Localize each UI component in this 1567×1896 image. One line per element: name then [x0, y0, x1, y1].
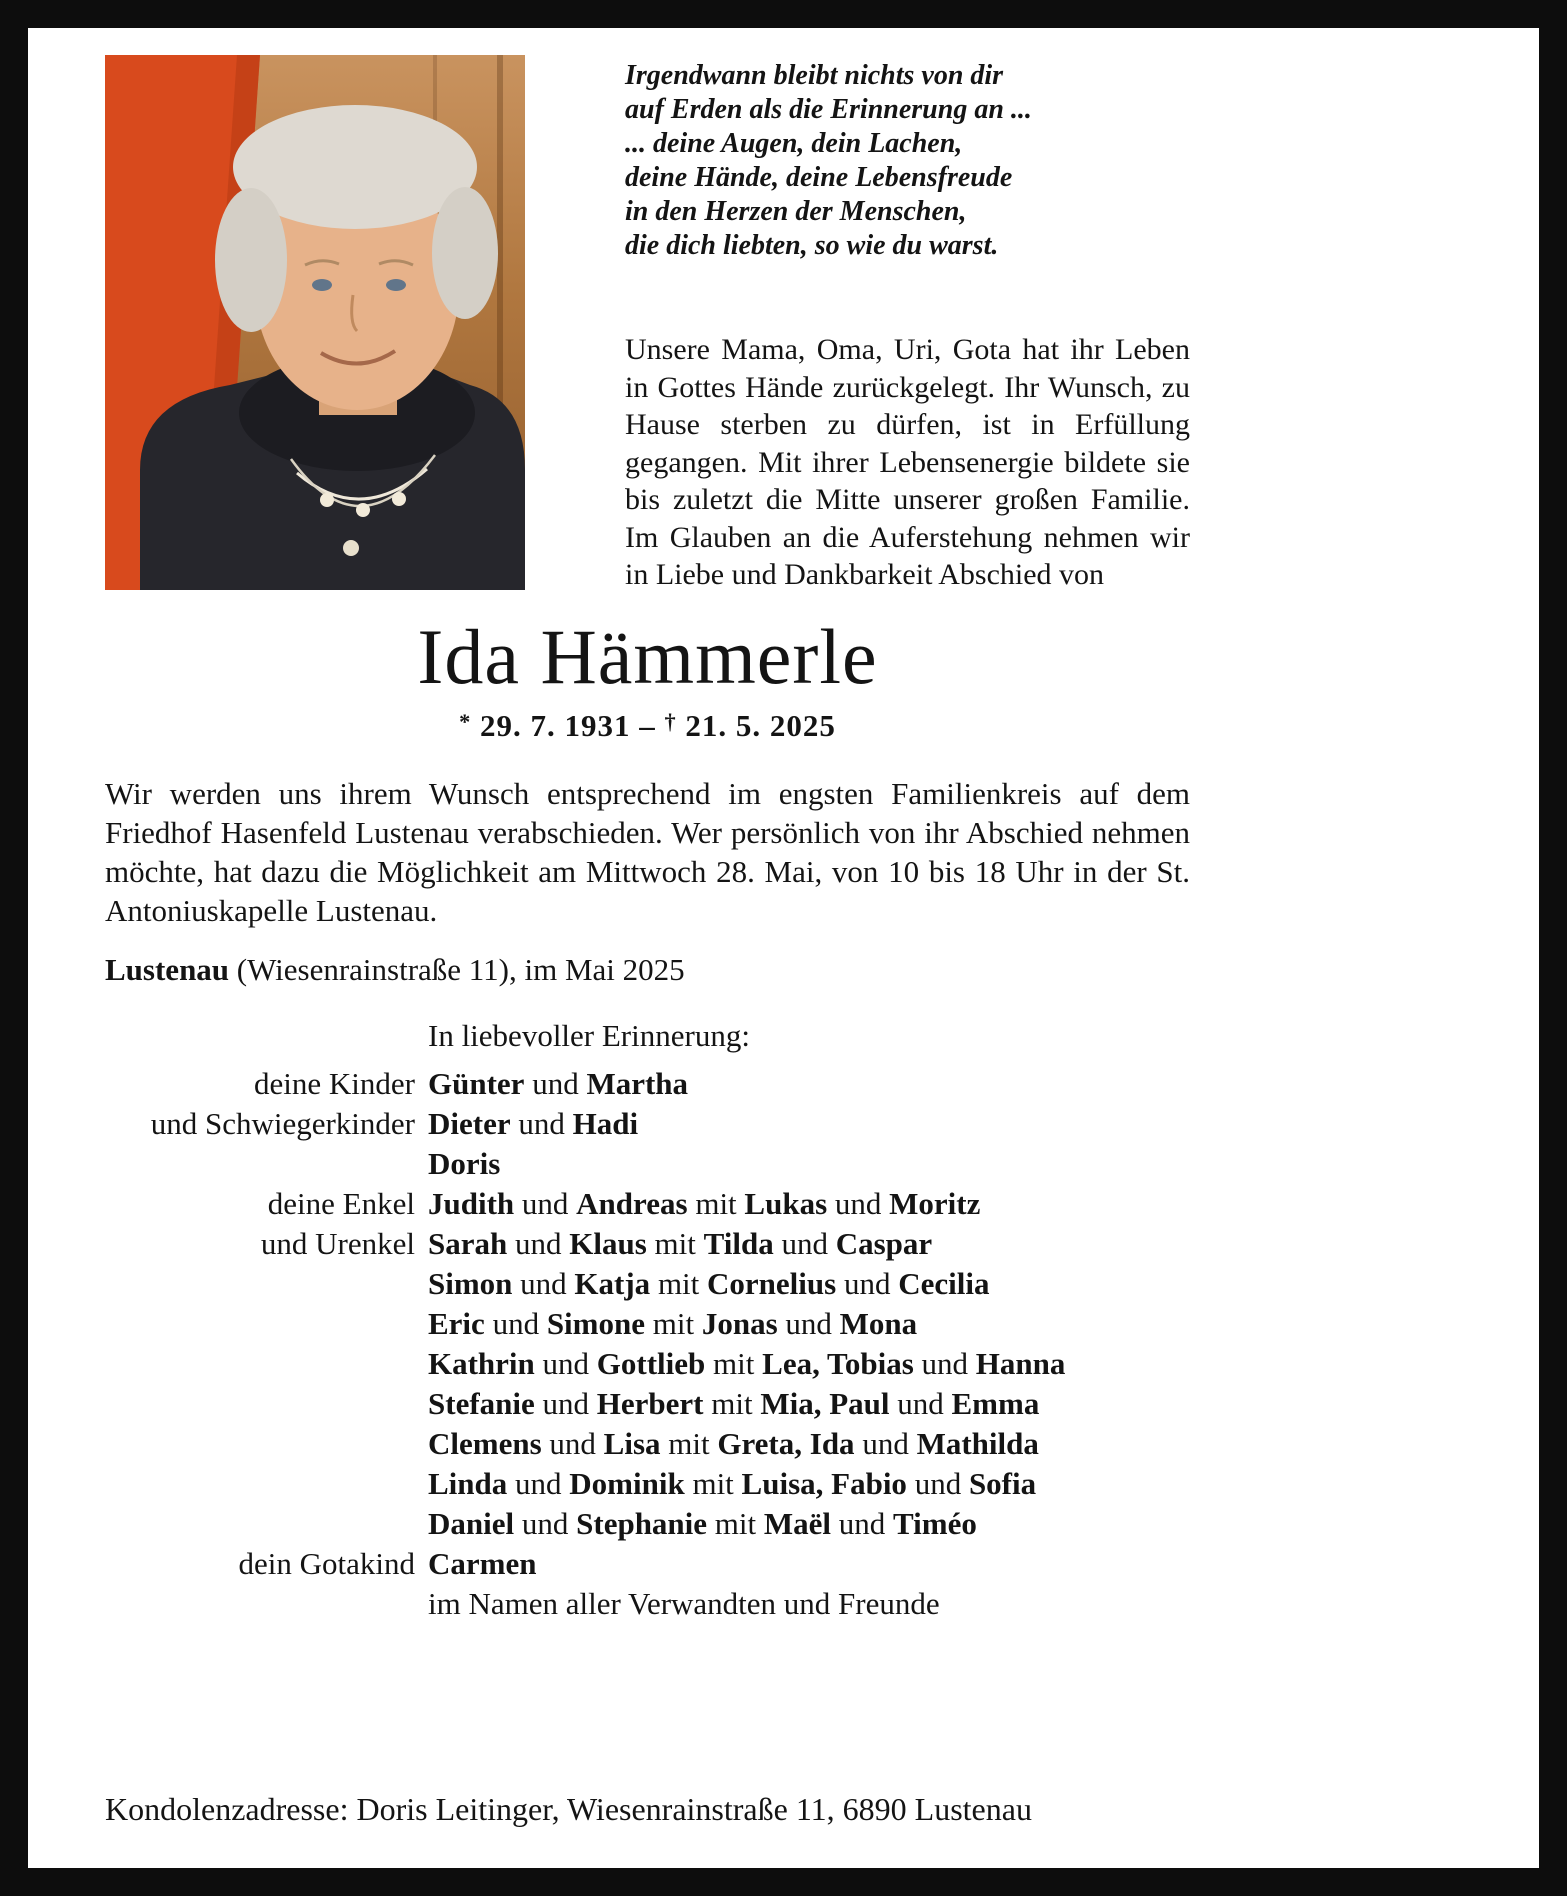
family-names: Daniel und Stephanie mit Maël und Timéo — [428, 1505, 977, 1541]
deceased-name: Ida Hämmerle — [417, 612, 878, 700]
top-section — [105, 55, 1190, 594]
family-names: Dieter und Hadi — [428, 1105, 639, 1141]
poem-line: auf Erden als die Erinnerung an ... — [625, 94, 1032, 125]
family-names: im Namen aller Verwandten und Freunde — [428, 1585, 940, 1621]
obituary-inner — [28, 28, 1539, 1868]
location-rest: (Wiesenrainstraße 11), im Mai 2025 — [229, 951, 685, 987]
poem-line: die dich liebten, so wie du warst. — [625, 230, 999, 261]
family-role-label: und Urenkel — [260, 1225, 415, 1261]
family-role-label — [105, 1464, 415, 1504]
family-names: Clemens und Lisa mit Greta, Ida und Mathilda — [428, 1425, 1039, 1461]
family-role-label — [105, 1304, 415, 1344]
family-role-label — [105, 1584, 415, 1624]
poem-line: deine Hände, deine Lebensfreude — [625, 162, 1013, 193]
family-names: Sarah und Klaus mit Tilda und Caspar — [428, 1225, 933, 1261]
remembrance-heading: In liebevoller Erinnerung: — [428, 1017, 750, 1053]
location-place: Lustenau — [105, 951, 230, 987]
family-list — [105, 1064, 1190, 1624]
portrait-photo — [105, 55, 525, 590]
family-role-label: dein Gotakind — [238, 1545, 415, 1581]
obituary-content — [105, 55, 1190, 1624]
family-role-label: deine Kinder — [254, 1065, 415, 1101]
death-dagger-symbol: † — [664, 708, 677, 734]
family-names: Doris — [428, 1145, 501, 1181]
family-role-label — [105, 1144, 415, 1184]
family-names: Carmen — [428, 1545, 537, 1581]
death-date: 21. 5. 2025 — [685, 707, 836, 743]
poem-line: ... deine Augen, dein Lachen, — [625, 128, 963, 159]
family-role-label — [105, 1424, 415, 1464]
poem-line: in den Herzen der Menschen, — [625, 196, 967, 227]
top-right-column — [625, 55, 1190, 594]
portrait-photo-illustration — [105, 55, 525, 590]
family-names: Kathrin und Gottlieb mit Lea, Tobias und Hanna — [428, 1345, 1066, 1381]
family-names: Günter und Martha — [428, 1065, 689, 1101]
poem-line: Irgendwann bleibt nichts von dir — [625, 60, 1004, 91]
condolence-address: Kondolenzadresse: Doris Leitinger, Wiesenrainstraße 11, 6890 Lustenau — [105, 1791, 1032, 1827]
family-role-label — [105, 1344, 415, 1384]
family-names: Eric und Simone mit Jonas und Mona — [428, 1305, 918, 1341]
family-role-label: und Schwiegerkinder — [150, 1105, 415, 1141]
location-line — [105, 952, 1190, 988]
intro-text: Unsere Mama, Oma, Uri, Gota hat ihr Leben in Gottes Hände zurückgelegt. Ihr Wunsch, zu Hause sterben zu dürfen, ist in Erfüllung gegangen. Mit ihrer Lebensenergie bildete sie bis zuletzt die Mitte unserer großen Familie. Im Glauben an die Auferstehung nehmen wir in Liebe und Dankbarkeit Abschied von — [625, 333, 1190, 591]
family-role-label — [105, 1264, 415, 1304]
family-names: Linda und Dominik mit Luisa, Fabio und Sofia — [428, 1465, 1037, 1501]
funeral-announcement: Wir werden uns ihrem Wunsch entsprechend im engsten Familienkreis auf dem Friedhof Hasenfeld Lustenau verabschieden. Wer persönlich von ihr Abschied nehmen möchte, hat dazu die Möglichkeit am Mittwoch 28. Mai, von 10 bis 18 Uhr in der St. Antoniuskapelle Lustenau. — [105, 775, 1190, 928]
family-names: Simon und Katja mit Cornelius und Cecilia — [428, 1265, 990, 1301]
family-names: Stefanie und Herbert mit Mia, Paul und Emma — [428, 1385, 1040, 1421]
poem — [625, 59, 1190, 263]
family-role-label: deine Enkel — [267, 1185, 415, 1221]
family-role-label — [105, 1504, 415, 1544]
birth-date: 29. 7. 1931 — [480, 707, 631, 743]
family-role-label — [105, 1384, 415, 1424]
life-dates — [105, 708, 1190, 744]
dates-separator: – — [639, 707, 656, 743]
birth-star-symbol: * — [459, 708, 472, 734]
family-names: Judith und Andreas mit Lukas und Moritz — [428, 1185, 981, 1221]
